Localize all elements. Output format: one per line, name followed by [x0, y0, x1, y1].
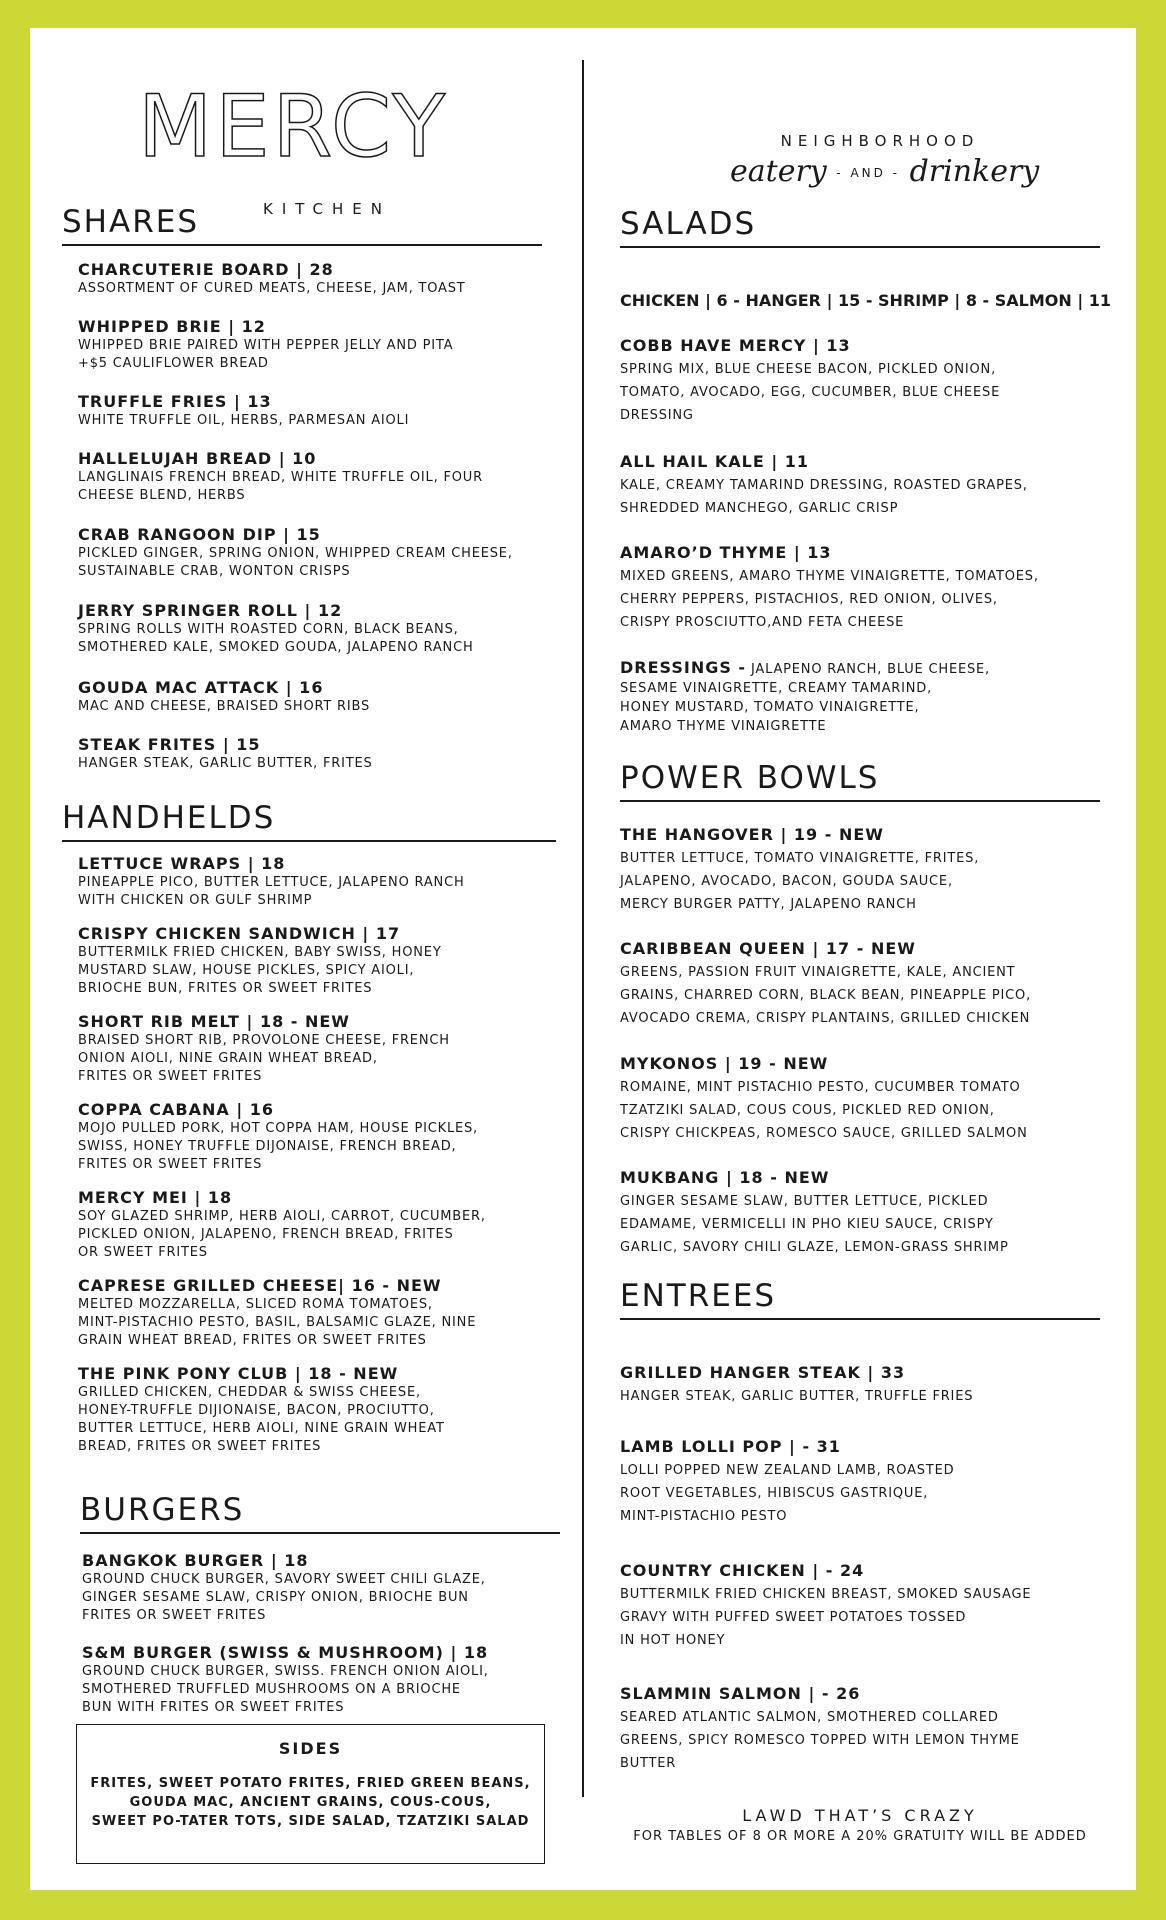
item-name: SHORT RIB MELT | 18 - NEW: [78, 1012, 350, 1031]
menu-item: [78, 449, 483, 505]
sides-list: FRITES, SWEET POTATO FRITES, FRIED GREEN BEANS, GOUDA MAC, ANCIENT GRAINS, COUS-COUS, SWEET PO-TATER TOTS, SIDE SALAD, TZATZIKI SALAD: [90, 1776, 531, 1829]
menu-item: [620, 543, 1039, 634]
item-name: CRISPY CHICKEN SANDWICH | 17: [78, 924, 401, 943]
menu-item: [78, 1012, 450, 1086]
menu-item: [78, 260, 466, 298]
item-name: COBB HAVE MERCY | 13: [620, 336, 851, 355]
item-name: MERCY MEI | 18: [78, 1188, 233, 1207]
menu-item: [78, 854, 465, 910]
menu-item: [78, 678, 370, 716]
tagline-and: - AND -: [836, 166, 901, 180]
item-desc: GRILLED CHICKEN, CHEDDAR & SWISS CHEESE, HONEY-TRUFFLE DIJIONAISE, BACON, PROCIUTTO, BUTTER LETTUCE, HERB AIOLI, NINE GRAIN WHEAT BREAD, FRITES OR SWEET FRITES: [78, 1385, 445, 1454]
item-desc: MAC AND CHEESE, BRAISED SHORT RIBS: [78, 699, 371, 714]
logo-subtitle: KITCHEN: [263, 200, 391, 218]
item-desc: WHITE TRUFFLE OIL, HERBS, PARMESAN AIOLI: [78, 413, 410, 428]
item-name: THE HANGOVER | 19 - NEW: [620, 825, 884, 844]
section-title-power-bowls: POWER BOWLS: [620, 760, 1100, 802]
item-name: JERRY SPRINGER ROLL | 12: [78, 601, 343, 620]
menu-page: [30, 28, 1136, 1890]
item-name: AMARO’D THYME | 13: [620, 543, 832, 562]
item-name: CHARCUTERIE BOARD | 28: [78, 260, 334, 279]
sides-title: SIDES: [278, 1739, 343, 1758]
item-name: THE PINK PONY CLUB | 18 - NEW: [78, 1364, 399, 1383]
item-name: ALL HAIL KALE | 11: [620, 452, 809, 471]
menu-item: [78, 392, 409, 430]
menu-item: [620, 1561, 1031, 1652]
item-name: S&M BURGER (SWISS & MUSHROOM) | 18: [82, 1643, 489, 1662]
tagline-script: [730, 154, 1040, 189]
item-name: COUNTRY CHICKEN | - 24: [620, 1561, 865, 1580]
item-desc: HANGER STEAK, GARLIC BUTTER, TRUFFLE FRIES: [620, 1389, 974, 1404]
menu-item: [620, 1363, 973, 1408]
menu-item: [620, 1168, 1009, 1259]
item-desc: GREENS, PASSION FRUIT VINAIGRETTE, KALE, ANCIENT GRAINS, CHARRED CORN, BLACK BEAN, PINEAPPLE PICO, AVOCADO CREMA, CRISPY PLANTAINS, GRILLED CHICKEN: [620, 965, 1032, 1026]
menu-item: [78, 1188, 486, 1262]
item-desc: ASSORTMENT OF CURED MEATS, CHEESE, JAM, TOAST: [78, 281, 466, 296]
column-divider: [582, 60, 584, 1797]
item-desc: BUTTERMILK FRIED CHICKEN BREAST, SMOKED SAUSAGE GRAVY WITH PUFFED SWEET POTATOES TOSSED IN HOT HONEY: [620, 1587, 1032, 1648]
item-desc: LANGLINAIS FRENCH BREAD, WHITE TRUFFLE OIL, FOUR CHEESE BLEND, HERBS: [78, 470, 483, 503]
menu-item: [78, 317, 453, 373]
tagline-top: NEIGHBORHOOD: [780, 132, 980, 150]
item-desc: WHIPPED BRIE PAIRED WITH PEPPER JELLY AND PITA +$5 CAULIFLOWER BREAD: [78, 338, 454, 371]
item-desc: KALE, CREAMY TAMARIND DRESSING, ROASTED GRAPES, SHREDDED MANCHEGO, GARLIC CRISP: [620, 478, 1028, 516]
footer: [600, 1806, 1120, 1844]
item-desc: SOY GLAZED SHRIMP, HERB AIOLI, CARROT, CUCUMBER, PICKLED ONION, JALAPENO, FRENCH BREAD, FRITES OR SWEET FRITES: [78, 1209, 486, 1260]
item-desc: MIXED GREENS, AMARO THYME VINAIGRETTE, TOMATOES, CHERRY PEPPERS, PISTACHIOS, RED ONION, OLIVES, CRISPY PROSCIUTTO,AND FETA CHEESE: [620, 569, 1039, 630]
item-name: HALLELUJAH BREAD | 10: [78, 449, 317, 468]
item-name: BANGKOK BURGER | 18: [82, 1551, 309, 1570]
item-name: LAMB LOLLI POP | - 31: [620, 1437, 841, 1456]
menu-item: [78, 1364, 445, 1456]
menu-item: [620, 336, 1000, 427]
gratuity-note: FOR TABLES OF 8 OR MORE A 20% GRATUITY WILL BE ADDED: [633, 1829, 1087, 1844]
menu-item: [620, 825, 979, 916]
item-desc: BUTTERMILK FRIED CHICKEN, BABY SWISS, HONEY MUSTARD SLAW, HOUSE PICKLES, SPICY AIOLI, BRIOCHE BUN, FRITES OR SWEET FRITES: [78, 945, 442, 996]
menu-item: [78, 525, 513, 581]
item-desc: GINGER SESAME SLAW, BUTTER LETTUCE, PICKLED EDAMAME, VERMICELLI IN PHO KIEU SAUCE, CRISPY GARLIC, SAVORY CHILI GLAZE, LEMON-GRASS SHRIMP: [620, 1194, 1009, 1255]
item-desc: HANGER STEAK, GARLIC BUTTER, FRITES: [78, 756, 373, 771]
item-name: STEAK FRITES | 15: [78, 735, 261, 754]
item-name: CAPRESE GRILLED CHEESE| 16 - NEW: [78, 1276, 442, 1295]
item-desc: PICKLED GINGER, SPRING ONION, WHIPPED CREAM CHEESE, SUSTAINABLE CRAB, WONTON CRISPS: [78, 546, 513, 579]
salad-addons: CHICKEN | 6 - HANGER | 15 - SHRIMP | 8 - SALMON | 11: [620, 291, 1112, 310]
dressings: [620, 658, 1090, 736]
menu-item: [82, 1551, 486, 1625]
item-desc: SPRING ROLLS WITH ROASTED CORN, BLACK BEANS, SMOTHERED KALE, SMOKED GOUDA, JALAPENO RANCH: [78, 622, 474, 655]
item-desc: SEARED ATLANTIC SALMON, SMOTHERED COLLARED GREENS, SPICY ROMESCO TOPPED WITH LEMON THYME BUTTER: [620, 1710, 1020, 1771]
item-desc: BUTTER LETTUCE, TOMATO VINAIGRETTE, FRITES, JALAPENO, AVOCADO, BACON, GOUDA SAUCE, MERCY BURGER PATTY, JALAPENO RANCH: [620, 851, 980, 912]
item-name: CARIBBEAN QUEEN | 17 - NEW: [620, 939, 916, 958]
tagline: [730, 132, 1040, 189]
item-desc: GROUND CHUCK BURGER, SAVORY SWEET CHILI GLAZE, GINGER SESAME SLAW, CRISPY ONION, BRIOCHE BUN FRITES OR SWEET FRITES: [82, 1572, 486, 1623]
menu-item: [82, 1643, 489, 1717]
item-name: CRAB RANGOON DIP | 15: [78, 525, 321, 544]
menu-item: [620, 1684, 1020, 1775]
item-desc: MOJO PULLED PORK, HOT COPPA HAM, HOUSE PICKLES, SWISS, HONEY TRUFFLE DIJONAISE, FRENCH BREAD, FRITES OR SWEET FRITES: [78, 1121, 478, 1172]
item-name: SLAMMIN SALMON | - 26: [620, 1684, 861, 1703]
item-name: WHIPPED BRIE | 12: [78, 317, 266, 336]
menu-item: [78, 735, 373, 773]
item-desc: BRAISED SHORT RIB, PROVOLONE CHEESE, FRENCH ONION AIOLI, NINE GRAIN WHEAT BREAD, FRITES OR SWEET FRITES: [78, 1033, 450, 1084]
item-name: MYKONOS | 19 - NEW: [620, 1054, 829, 1073]
item-name: COPPA CABANA | 16: [78, 1100, 275, 1119]
item-desc: MELTED MOZZARELLA, SLICED ROMA TOMATOES, MINT-PISTACHIO PESTO, BASIL, BALSAMIC GLAZE, NINE GRAIN WHEAT BREAD, FRITES OR SWEET FRITES: [78, 1297, 477, 1348]
item-desc: GROUND CHUCK BURGER, SWISS. FRENCH ONION AIOLI, SMOTHERED TRUFFLED MUSHROOMS ON A BRIOCHE BUN WITH FRITES OR SWEET FRITES: [82, 1664, 489, 1715]
logo-wordmark: MERCY: [138, 77, 449, 177]
dressings-label: DRESSINGS -: [620, 658, 747, 677]
section-title-salads: SALADS: [620, 206, 1100, 248]
section-title-entrees: ENTREES: [620, 1278, 1100, 1320]
item-desc: PINEAPPLE PICO, BUTTER LETTUCE, JALAPENO RANCH WITH CHICKEN OR GULF SHRIMP: [78, 875, 465, 908]
item-desc: SPRING MIX, BLUE CHEESE BACON, PICKLED ONION, TOMATO, AVOCADO, EGG, CUCUMBER, BLUE CHEESE DRESSING: [620, 362, 1001, 423]
item-desc: LOLLI POPPED NEW ZEALAND LAMB, ROASTED ROOT VEGETABLES, HIBISCUS GASTRIQUE, MINT-PISTACHIO PESTO: [620, 1463, 955, 1524]
item-name: GOUDA MAC ATTACK | 16: [78, 678, 324, 697]
menu-item: [78, 1100, 478, 1174]
menu-item: [620, 939, 1031, 1030]
item-name: TRUFFLE FRIES | 13: [78, 392, 272, 411]
item-desc: ROMAINE, MINT PISTACHIO PESTO, CUCUMBER TOMATO TZATZIKI SALAD, COUS COUS, PICKLED RED ONION, CRISPY CHICKPEAS, ROMESCO SAUCE, GRILLED SALMON: [620, 1080, 1028, 1141]
item-name: GRILLED HANGER STEAK | 33: [620, 1363, 906, 1382]
menu-item: [620, 1437, 954, 1528]
menu-item: [78, 924, 442, 998]
menu-item: [78, 601, 474, 657]
item-name: MUKBANG | 18 - NEW: [620, 1168, 830, 1187]
section-title-burgers: BURGERS: [80, 1492, 560, 1534]
item-name: LETTUCE WRAPS | 18: [78, 854, 286, 873]
menu-item: [620, 452, 1028, 520]
logo: [78, 72, 478, 218]
tagline-drinkery: drinkery: [909, 154, 1040, 189]
dressings-list: JALAPENO RANCH, BLUE CHEESE, SESAME VINAIGRETTE, CREAMY TAMARIND, HONEY MUSTARD, TOMATO VINAIGRETTE, AMARO THYME VINAIGRETTE: [620, 662, 990, 734]
tagline-eatery: eatery: [730, 154, 827, 189]
section-title-shares: SHARES: [62, 204, 542, 246]
section-title-handhelds: HANDHELDS: [62, 800, 556, 842]
menu-item: [78, 1276, 476, 1350]
menu-item: [620, 1054, 1028, 1145]
sides-box: [76, 1724, 545, 1864]
footer-title: LAWD THAT’S CRAZY: [742, 1806, 978, 1825]
